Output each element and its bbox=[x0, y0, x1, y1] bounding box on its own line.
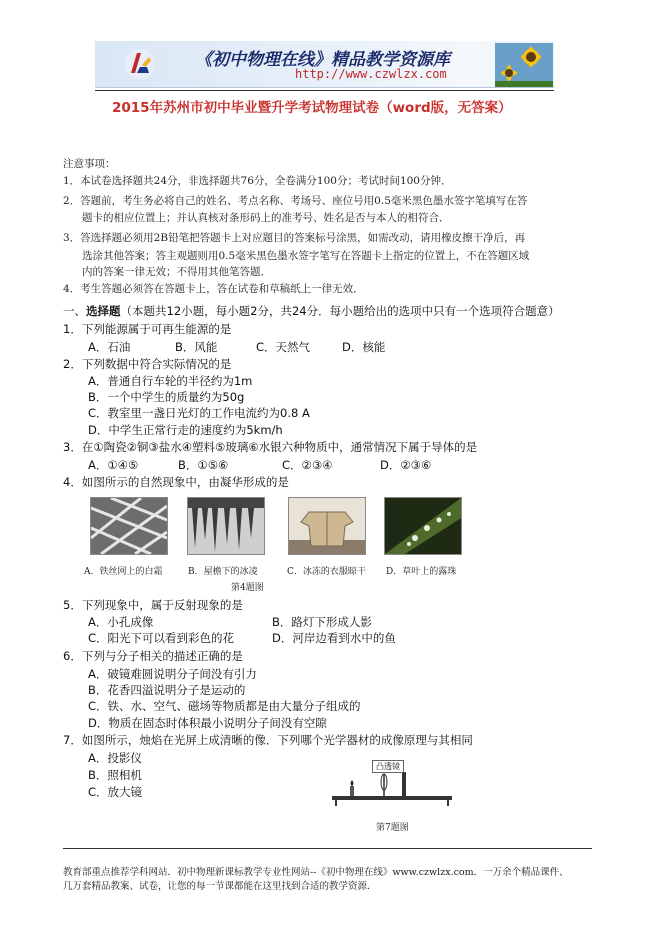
option-a: A．小孔成像 bbox=[88, 615, 154, 629]
notes-heading: 注意事项： bbox=[63, 158, 116, 170]
option-c: C．教室里一盏日光灯的工作电流约为0.8 A bbox=[88, 406, 310, 420]
note-item: 4．考生答题必须答在答题卡上，答在试卷和草稿纸上一律无效． bbox=[63, 283, 364, 295]
note-item: 内的答案一律无效；不得用其他笔答题． bbox=[82, 266, 271, 278]
question-stem: 5．下列现象中，属于反射现象的是 bbox=[63, 598, 243, 612]
question-stem: 4．如图所示的自然现象中，由凝华形成的是 bbox=[63, 475, 289, 489]
section-desc: （本题共12小题，每小题2分，共24分．每小题给出的选项中只有一个选项符合题意） bbox=[120, 304, 560, 318]
banner-title: 《初中物理在线》精品教学资源库 bbox=[195, 50, 450, 70]
option-c: C．放大镜 bbox=[88, 785, 143, 799]
option-b: B．风能 bbox=[175, 340, 218, 354]
banner-url[interactable]: http://www.czwlzx.com bbox=[295, 67, 447, 81]
question-stem: 7．如图所示，烛焰在光屏上成清晰的像．下列哪个光学器材的成像原理与其相同 bbox=[63, 733, 473, 747]
note-item: 选涂其他答案；答主观题则用0.5毫米黑色墨水签字笔写在答题卡上指定的位置上，不在答题区域 bbox=[82, 250, 530, 262]
option-d: D．中学生正常行走的速度约为5km/h bbox=[88, 423, 283, 437]
option-b: B．花香四溢说明分子是运动的 bbox=[88, 683, 246, 697]
photo-caption: B．屋檐下的冰凌 bbox=[188, 567, 258, 577]
icicle-photo-icon bbox=[187, 497, 265, 555]
footer-line: 教育部重点推荐学科网站．初中物理新课标教学专业性网站--《初中物理在线》www.czwlzx.com．一万余个精品课件、 bbox=[63, 867, 569, 878]
question-stem: 3．在①陶瓷②铜③盐水④塑料⑤玻璃⑥水银六种物质中，通常情况下属于导体的是 bbox=[63, 440, 478, 454]
option-b: B．①⑤⑥ bbox=[178, 458, 229, 472]
header-divider bbox=[95, 90, 554, 91]
exam-title: 2015年苏州市初中毕业暨升学考试物理试卷（word版，无答案） bbox=[112, 100, 512, 116]
option-a: A．石油 bbox=[88, 340, 131, 354]
footer-line: 几万套精品教案、试卷，让您的每一节课都能在这里找到合适的教学资源． bbox=[63, 881, 377, 892]
question-stem: 2．下列数据中符合实际情况的是 bbox=[63, 357, 232, 371]
dew-photo-icon bbox=[384, 497, 462, 555]
option-b: B．路灯下形成人影 bbox=[272, 615, 372, 629]
option-c: C．阳光下可以看到彩色的花 bbox=[88, 631, 235, 645]
option-a: A．①④⑤ bbox=[88, 458, 139, 472]
option-a: A．破镜难圆说明分子间没有引力 bbox=[88, 667, 257, 681]
section-name: 选择题 bbox=[86, 304, 121, 318]
frost-photo-icon bbox=[90, 497, 168, 555]
lens-label: 凸透镜 bbox=[372, 760, 404, 773]
option-d: D．河岸边看到水中的鱼 bbox=[272, 631, 396, 645]
option-a: A．普通自行车轮的半径约为1m bbox=[88, 374, 253, 388]
frozen-clothes-photo-icon bbox=[288, 497, 366, 555]
note-item: 3．答选择题必须用2B铅笔把答题卡上对应题目的答案标号涂黑，如需改动，请用橡皮擦干净后，再 bbox=[63, 232, 526, 244]
figure-caption: 第4题图 bbox=[231, 583, 264, 593]
photo-caption: D．草叶上的露珠 bbox=[386, 567, 457, 577]
section-label: 一、 bbox=[63, 304, 86, 318]
figure-caption: 第7题图 bbox=[376, 823, 409, 833]
option-d: D．②③⑥ bbox=[380, 458, 432, 472]
note-item: 1．本试卷选择题共24分，非选择题共76分，全卷满分100分；考试时间100分钟． bbox=[63, 175, 452, 187]
option-d: D．核能 bbox=[342, 340, 386, 354]
option-b: B．一个中学生的质量约为50g bbox=[88, 390, 245, 404]
section-header bbox=[63, 303, 560, 319]
note-item: 2．答题前，考生务必将自己的姓名、考点名称、考场号、座位号用0.5毫米黑色墨水签字笔填写在答 bbox=[63, 195, 528, 207]
option-c: C．铁、水、空气、磁场等物质都是由大量分子组成的 bbox=[88, 699, 361, 713]
photo-caption: C．冰冻的衣服晾干 bbox=[287, 567, 366, 577]
note-item: 题卡的相应位置上；并认真核对条形码上的准考号、姓名是否与本人的相符合． bbox=[82, 212, 450, 224]
site-logo-icon bbox=[123, 47, 157, 81]
option-b: B．照相机 bbox=[88, 768, 142, 782]
option-c: C．天然气 bbox=[256, 340, 311, 354]
photo-caption: A．铁丝网上的白霜 bbox=[84, 567, 163, 577]
footer-divider bbox=[63, 848, 592, 849]
option-a: A．投影仪 bbox=[88, 751, 142, 765]
option-d: D．物质在固态时体积最小说明分子间没有空隙 bbox=[88, 716, 327, 730]
question-stem: 1．下列能源属于可再生能源的是 bbox=[63, 322, 232, 336]
option-c: C．②③④ bbox=[282, 458, 333, 472]
question-stem: 6．下列与分子相关的描述正确的是 bbox=[63, 649, 243, 663]
sunflower-icon bbox=[495, 43, 553, 87]
header-banner bbox=[95, 41, 554, 88]
